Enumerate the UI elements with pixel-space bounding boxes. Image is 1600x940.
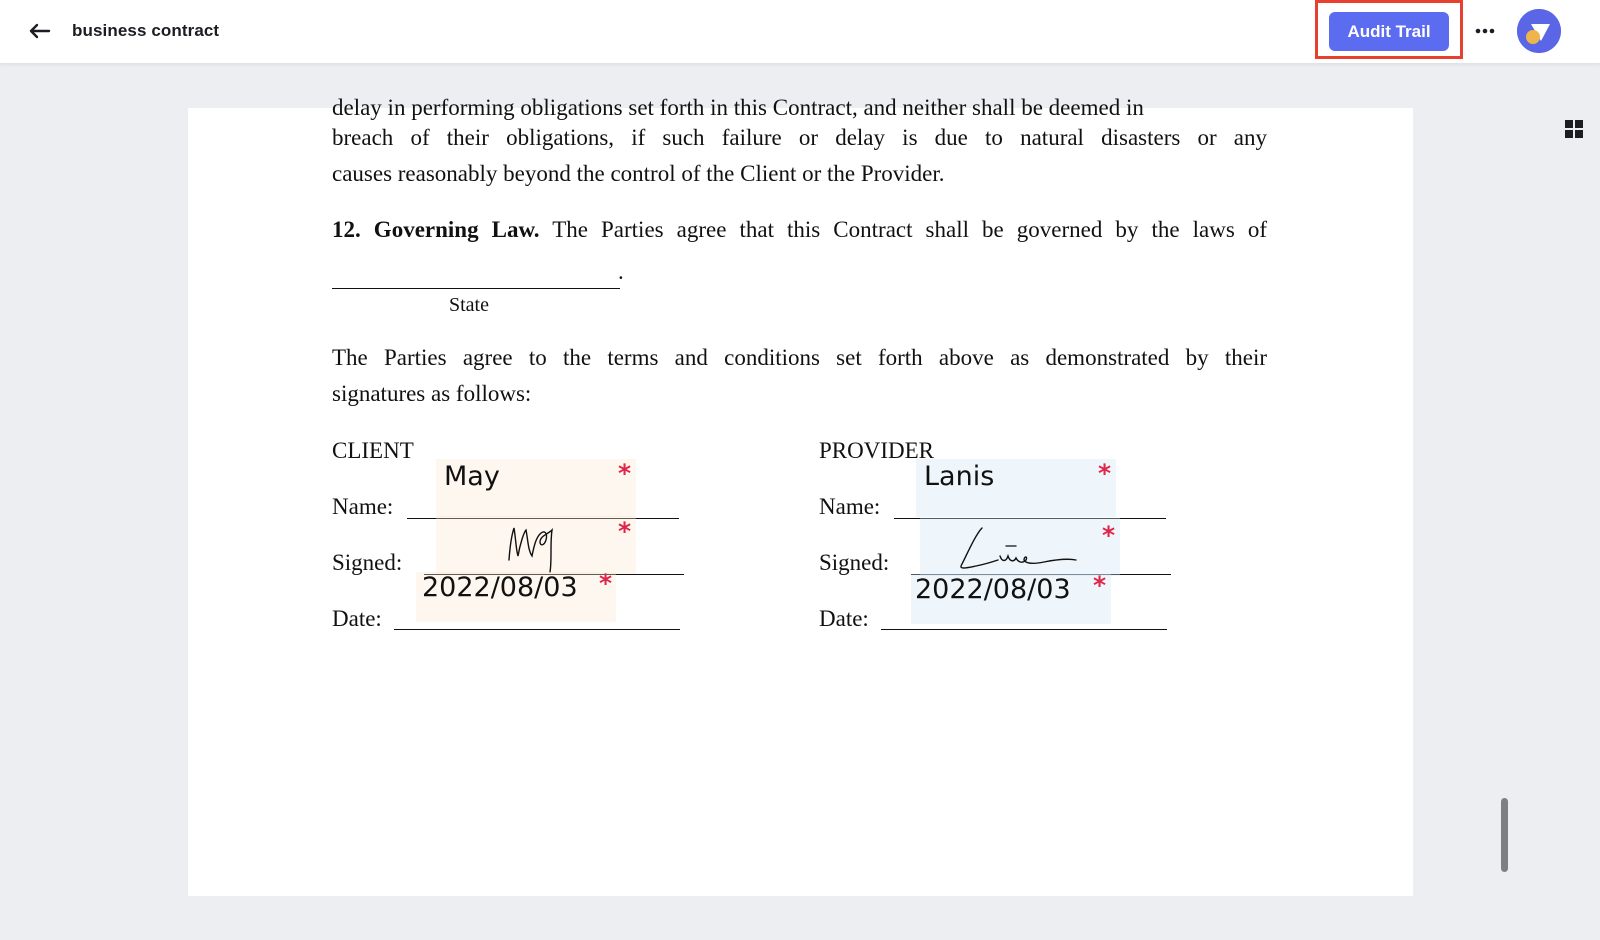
clause-11-cut-line: delay in performing obligations set forth in this Contract, and neither shall be deemed in <box>332 95 1144 120</box>
avatar[interactable] <box>1517 9 1561 53</box>
provider-date-required-icon: * <box>1093 571 1107 600</box>
client-name-field[interactable] <box>436 459 636 517</box>
client-date-field[interactable] <box>416 569 616 622</box>
provider-name-required-icon: * <box>1098 459 1112 488</box>
provider-signature-field[interactable] <box>920 518 1120 576</box>
provider-heading: PROVIDER <box>819 438 935 463</box>
vertical-scrollbar[interactable] <box>1501 798 1508 872</box>
provider-signed-label: Signed: <box>819 550 890 575</box>
provider-date-label: Date: <box>819 606 869 631</box>
client-heading: CLIENT <box>332 438 414 463</box>
client-name-required-icon: * <box>618 459 632 488</box>
thumbnail-grid-icon[interactable] <box>1563 118 1585 140</box>
back-arrow-icon[interactable] <box>24 16 54 46</box>
provider-signature-icon <box>920 518 1120 576</box>
client-date-required-icon: * <box>599 569 613 598</box>
client-signature-field[interactable] <box>436 516 636 574</box>
top-bar <box>0 0 1600 64</box>
client-date-value: 2022/08/03 <box>422 572 578 603</box>
state-label: State <box>449 294 489 316</box>
provider-name-value: Lanis <box>924 461 995 492</box>
provider-name-field[interactable] <box>916 459 1116 517</box>
provider-name-label: Name: <box>819 494 881 519</box>
more-options-icon[interactable] <box>1470 18 1500 44</box>
state-period: . <box>618 259 624 284</box>
client-name-label: Name: <box>332 494 394 519</box>
client-signed-label: Signed: <box>332 550 403 575</box>
provider-signature-required-icon: * <box>1102 521 1116 550</box>
closing-line-2: signatures as follows: <box>332 381 532 406</box>
provider-date-value: 2022/08/03 <box>915 574 1071 605</box>
client-signature-required-icon: * <box>618 517 632 546</box>
clause-12-paragraph <box>332 212 1267 248</box>
clause-11-paragraph <box>332 120 1267 192</box>
clause-11-line-2: causes reasonably beyond the control of the Client or the Provider. <box>332 161 945 186</box>
closing-line-1: The Parties agree to the terms and conditions set forth above as demonstrated by their <box>332 345 1267 370</box>
document-title: business contract <box>72 21 220 40</box>
closing-paragraph <box>332 340 1267 412</box>
document-page <box>188 95 1413 896</box>
state-blank-line <box>332 258 620 289</box>
client-date-label: Date: <box>332 606 382 631</box>
clause-12-heading: 12. Governing Law. <box>332 217 540 242</box>
client-name-value: May <box>444 461 500 492</box>
clause-11-line-1: breach of their obligations, if such failure or delay is due to natural disasters or any <box>332 125 1267 150</box>
clause-12-text: The Parties agree that this Contract shall be governed by the laws of <box>539 217 1267 242</box>
provider-date-line <box>881 629 1167 630</box>
client-date-line <box>394 629 680 630</box>
client-signature-icon <box>436 516 636 574</box>
provider-date-field[interactable] <box>911 571 1111 624</box>
audit-trail-button[interactable]: Audit Trail <box>1329 12 1449 51</box>
